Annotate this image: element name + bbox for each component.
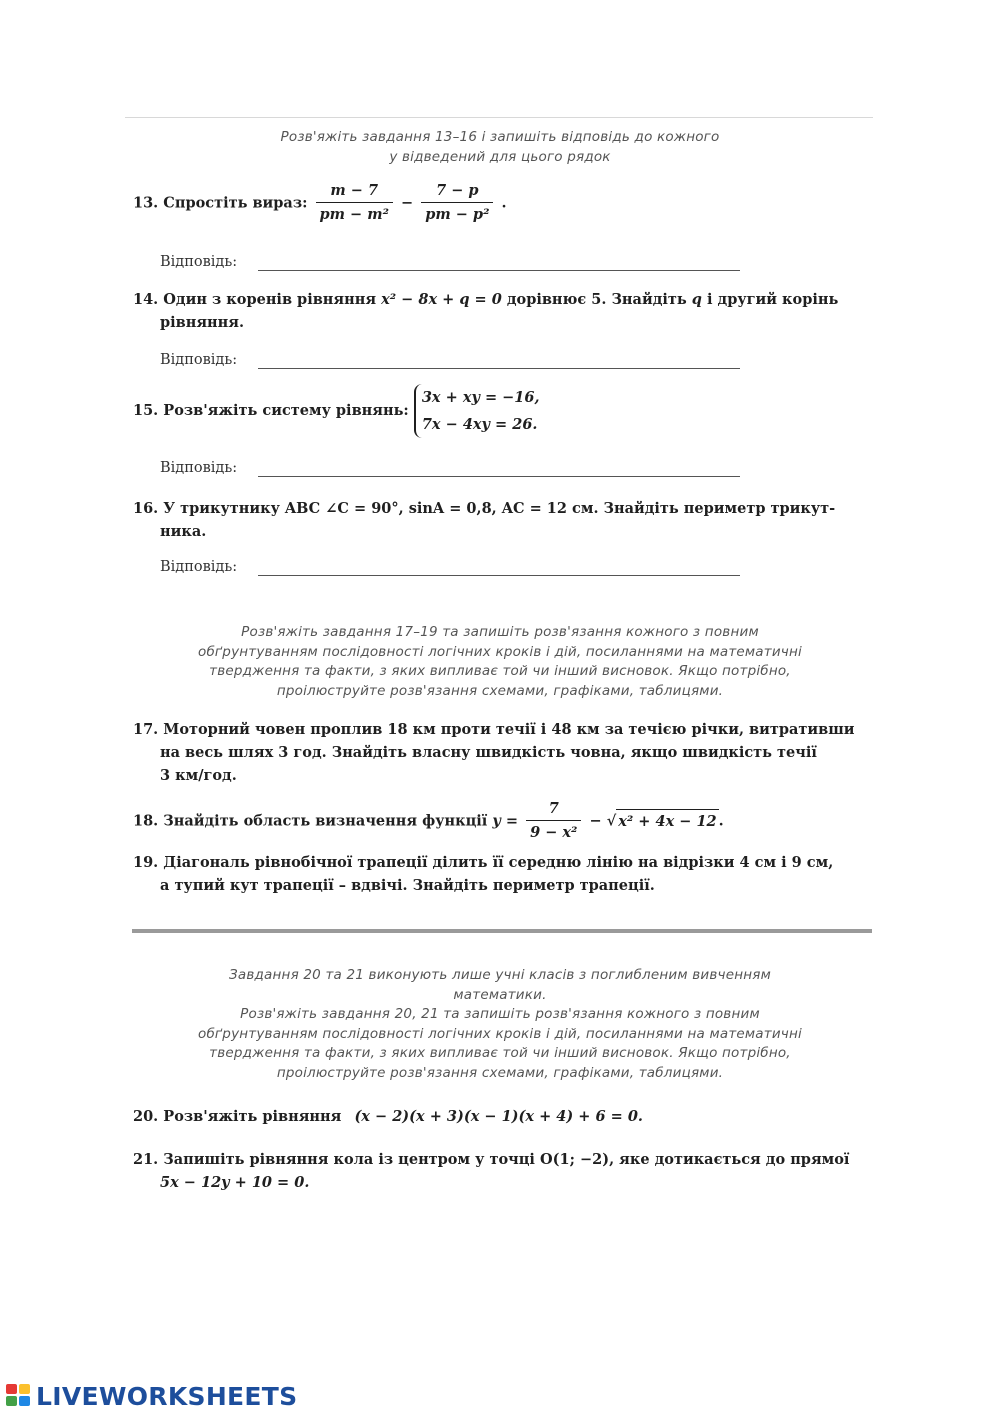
instructions-17-19 — [150, 623, 850, 701]
instruction-line: Розв'яжіть завдання 17–19 та запишіть розв'язання кожного з повним — [241, 624, 759, 640]
instruction-line: проілюструйте розв'язання схемами, графіками, таблицями. — [276, 1064, 724, 1081]
fraction-1 — [316, 180, 393, 227]
instruction-line: у відведений для цього рядок — [389, 148, 611, 165]
logo-square-blue — [19, 1396, 30, 1406]
instruction-line: Завдання 20 та 21 виконують лише учні класів з поглибленим вивченням — [229, 967, 771, 983]
instruction-line: твердження та факти, з яких випливає той чи інший висновок. Якщо потрібно, — [209, 1045, 791, 1061]
answer-line-14[interactable] — [258, 368, 740, 369]
equation-1: 3x + xy = −16, — [421, 389, 540, 406]
instructions-20-21 — [150, 966, 850, 1083]
task-text: Діагональ рівнобічної трапеції ділить її середню лінію на відрізки 4 см і 9 см, — [163, 854, 834, 871]
fraction-numerator: 7 — [526, 798, 581, 821]
task-16 — [133, 497, 878, 543]
answer-label: Відповідь: — [160, 559, 238, 575]
task-13 — [133, 180, 507, 227]
task-18 — [133, 798, 724, 845]
logo-square-red — [6, 1384, 17, 1394]
answer-line-16[interactable] — [258, 575, 740, 576]
task-number: 13. — [133, 194, 159, 212]
minus-sign: − — [400, 194, 414, 212]
equation-2: 7x − 4xy = 26. — [421, 416, 538, 433]
sqrt-sign: √ — [606, 812, 617, 830]
answer-13 — [160, 254, 237, 270]
answer-14 — [160, 352, 237, 368]
task-text: Один з коренів рівняння — [163, 291, 377, 308]
task-text: а тупий кут трапеції – вдвічі. Знайдіть периметр трапеції. — [160, 877, 655, 894]
fraction — [526, 798, 581, 845]
task-text: 3 км/год. — [160, 767, 237, 784]
task-text: Знайдіть область визначення функції — [163, 812, 488, 830]
fraction-numerator: 7 − p — [421, 180, 493, 203]
fraction-denominator: pm − m² — [319, 206, 389, 223]
task-text: Розв'яжіть систему рівнянь: — [163, 402, 409, 419]
function-y: y = — [492, 812, 519, 830]
minus-sign: − — [589, 812, 602, 830]
instruction-line: Розв'яжіть завдання 13–16 і запишіть відповідь до кожного — [280, 129, 720, 145]
liveworksheets-logo-icon — [6, 1384, 32, 1408]
task-text: Моторний човен проплив 18 км проти течії і 48 км за течією річки, витративши — [163, 721, 855, 738]
sqrt-radicand: x² + 4x − 12 — [616, 809, 718, 833]
logo-square-green — [6, 1396, 17, 1406]
task-21 — [133, 1148, 878, 1194]
task-14 — [133, 288, 873, 334]
task-19 — [133, 851, 878, 897]
task-number: 14. — [133, 291, 159, 308]
top-rule — [125, 117, 873, 118]
instruction-line: проілюструйте розв'язання схемами, графіками, таблицями. — [276, 682, 724, 699]
instruction-line: обґрунтуванням послідовності логічних кроків і дій, посиланнями на математичні — [198, 643, 802, 660]
answer-label: Відповідь: — [160, 352, 238, 368]
answer-15 — [160, 460, 237, 476]
task-text: Спростіть вираз: — [163, 194, 308, 212]
instruction-line: обґрунтуванням послідовності логічних кроків і дій, посиланнями на математичні — [198, 1025, 802, 1042]
task-17 — [133, 718, 878, 787]
task-text: Розв'яжіть рівняння — [163, 1108, 342, 1125]
fraction-numerator: m − 7 — [316, 180, 393, 203]
task-number: 17. — [133, 721, 159, 738]
equation-system — [414, 384, 540, 438]
task-number: 15. — [133, 402, 159, 419]
answer-line-15[interactable] — [258, 476, 740, 477]
task-15 — [133, 384, 540, 438]
period: . — [718, 812, 724, 830]
fraction-denominator: 9 − x² — [530, 824, 578, 841]
task-number: 18. — [133, 812, 159, 830]
answer-line-13[interactable] — [258, 270, 740, 271]
instruction-line: математики. — [453, 986, 547, 1003]
task-text: на весь шлях 3 год. Знайдіть власну швидкість човна, якщо швидкість течії — [160, 744, 817, 761]
answer-label: Відповідь: — [160, 460, 238, 476]
task-number: 20. — [133, 1108, 159, 1125]
instruction-line: твердження та факти, з яких випливає той чи інший висновок. Якщо потрібно, — [209, 663, 791, 679]
task-text: рівняння. — [160, 314, 245, 331]
fraction-2 — [421, 180, 493, 227]
answer-label: Відповідь: — [160, 254, 238, 270]
answer-16 — [160, 559, 237, 575]
task-text: ника. — [160, 523, 207, 540]
logo-square-yellow — [19, 1384, 30, 1394]
task-20 — [133, 1105, 643, 1128]
task-text: У трикутнику ABC ∠C = 90°, sinA = 0,8, AC = 12 см. Знайдіть периметр трикут- — [163, 500, 836, 517]
task-text: дорівнює 5. Знайдіть — [506, 291, 687, 308]
instruction-line: Розв'яжіть завдання 20, 21 та запишіть розв'язання кожного з повним — [240, 1006, 760, 1022]
period: . — [501, 194, 507, 212]
equation: (x − 2)(x + 3)(x − 1)(x + 4) + 6 = 0. — [354, 1108, 643, 1125]
task-number: 19. — [133, 854, 159, 871]
section-divider — [132, 929, 872, 933]
task-text: і другий корінь — [706, 291, 839, 308]
logo-text: LIVEWORKSHEETS — [36, 1381, 298, 1411]
line-equation: 5x − 12y + 10 = 0. — [160, 1174, 310, 1191]
equation: x² − 8x + q = 0 — [381, 291, 502, 308]
task-text: Запишіть рівняння кола із центром у точці O(1; −2), яке дотикається до прямої — [163, 1151, 850, 1168]
task-number: 21. — [133, 1151, 159, 1168]
instructions-13-16 — [200, 128, 800, 167]
task-number: 16. — [133, 500, 159, 517]
variable-q: q — [691, 291, 702, 308]
liveworksheets-logo[interactable] — [6, 1381, 297, 1411]
fraction-denominator: pm − p² — [425, 206, 490, 223]
